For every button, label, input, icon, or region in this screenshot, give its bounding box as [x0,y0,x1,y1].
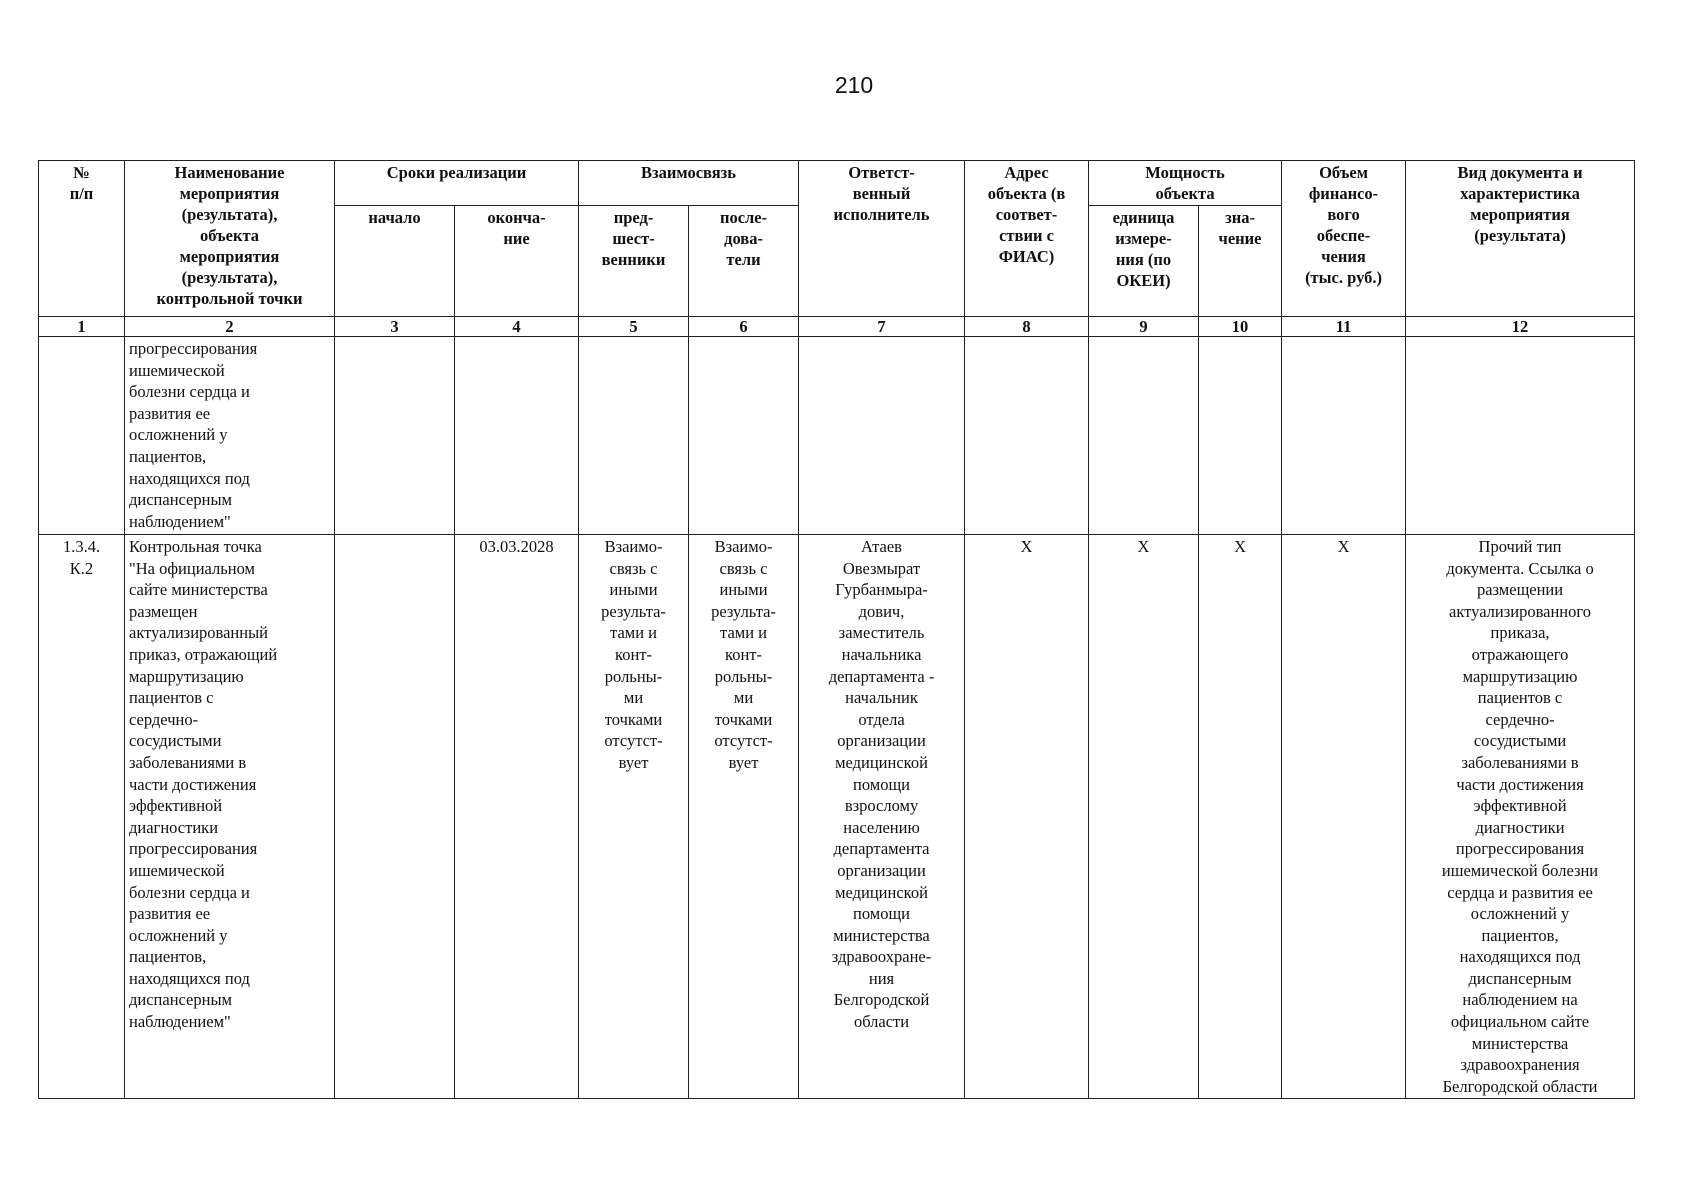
activities-table [38,160,1635,1099]
column-number: 5 [579,317,689,337]
header-start: начало [335,206,455,317]
header-successors: после- дова- тели [689,206,799,317]
row-value [1199,337,1282,535]
row-document [1406,337,1635,535]
header-document: Вид документа и характеристика мероприятия (результата) [1406,161,1635,317]
header-num: № п/п [39,161,125,317]
column-number: 7 [799,317,965,337]
row-unit [1089,337,1199,535]
row-end [455,337,579,535]
row-responsible: Атаев Овезмырат Гурбанмыра- дович, заместитель начальника департамента - начальник отдела организации медицинской помощи взрослому населению департамента организации медицинской помощи министерства здравоохране- ния Белгородской области [799,535,965,1099]
row-finance: X [1282,535,1406,1099]
header-finance: Объем финансо- вого обеспе- чения (тыс. руб.) [1282,161,1406,317]
row-end: 03.03.2028 [455,535,579,1099]
column-number: 4 [455,317,579,337]
header-unit: единица измере- ния (по ОКЕИ) [1089,206,1199,317]
row-num: 1.3.4. К.2 [39,535,125,1099]
column-number: 9 [1089,317,1199,337]
column-number: 10 [1199,317,1282,337]
row-name: прогрессирования ишемической болезни сердца и развития ее осложнений у пациентов, находящихся под диспансерным наблюдением" [125,337,335,535]
header-capacity: Мощность объекта [1089,161,1282,206]
row-start [335,535,455,1099]
header-end: оконча- ние [455,206,579,317]
page-number: 210 [834,72,874,98]
table-row [39,535,1635,1099]
table-row [39,337,1635,535]
row-address [965,337,1089,535]
row-address: X [965,535,1089,1099]
row-unit: X [1089,535,1199,1099]
row-responsible [799,337,965,535]
header-relation: Взаимосвязь [579,161,799,206]
row-successors: Взаимо- связь с иными результа- тами и конт- рольны- ми точками отсутст- вует [689,535,799,1099]
header-row-1 [39,161,1635,206]
row-name: Контрольная точка "На официальном сайте министерства размещен актуализированный приказ, отражающий маршрутизацию пациентов с сердечно- сосудистыми заболеваниями в части достижения эффективной диагностики прогрессирования ишемической болезни сердца и развития ее осложнений у пациентов, находящихся под диспансерным наблюдением" [125,535,335,1099]
row-document: Прочий тип документа. Ссылка о размещении актуализированного приказа, отражающего маршрутизацию пациентов с сердечно- сосудистыми заболеваниями в части достижения эффективной диагностики прогрессирования ишемической болезни сердца и развития ее осложнений у пациентов, находящихся под диспансерным наблюдением на официальном сайте министерства здравоохранения Белгородской области [1406,535,1635,1099]
column-numbers-row [39,317,1635,337]
row-value: X [1199,535,1282,1099]
column-number: 6 [689,317,799,337]
header-value: зна- чение [1199,206,1282,317]
header-responsible: Ответст- венный исполнитель [799,161,965,317]
row-finance [1282,337,1406,535]
row-start [335,337,455,535]
column-number: 1 [39,317,125,337]
column-number: 3 [335,317,455,337]
row-num [39,337,125,535]
column-number: 12 [1406,317,1635,337]
column-number: 11 [1282,317,1406,337]
column-number: 2 [125,317,335,337]
row-predecessors: Взаимо- связь с иными результа- тами и конт- рольны- ми точками отсутст- вует [579,535,689,1099]
column-number: 8 [965,317,1089,337]
header-name: Наименование мероприятия (результата), объекта мероприятия (результата), контрольной точки [125,161,335,317]
header-predecessors: пред- шест- венники [579,206,689,317]
row-successors [689,337,799,535]
header-terms: Сроки реализации [335,161,579,206]
row-predecessors [579,337,689,535]
header-address: Адрес объекта (в соответ- ствии с ФИАС) [965,161,1089,317]
